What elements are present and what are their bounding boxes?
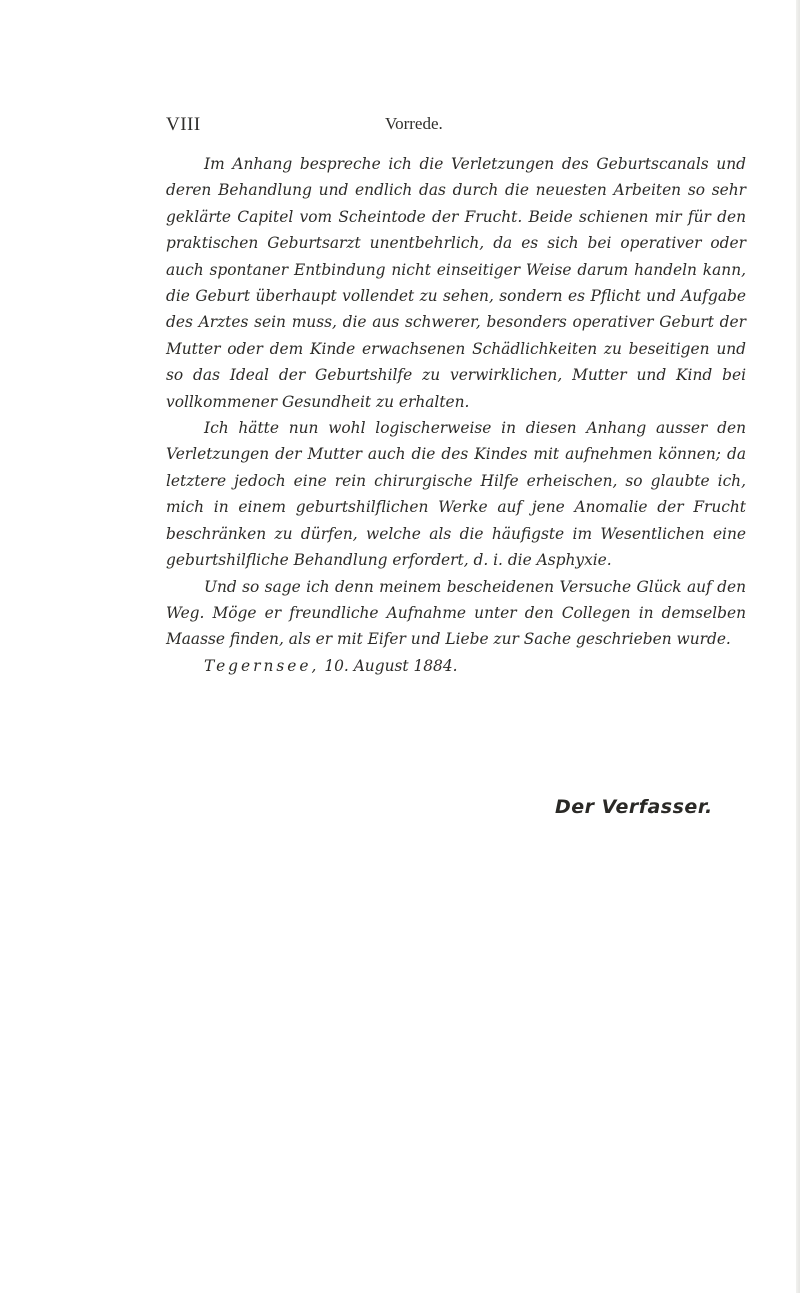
paragraph-1: Im Anhang bespreche ich die Verletzungen des Geburtscanals und deren Behandlung und endlich das durch die neuesten Arbeiten so sehr geklärte Capitel vom Scheintode der Frucht. Beide schienen mir für den praktischen Geburtsarzt unentbehrlich, da es sich bei operativer oder auch spontaner Entbindung nicht einseitiger Weise darum handeln kann, die Geburt überhaupt vollendet zu sehen, sondern es Pflicht und Aufgabe des Arztes sein muss, die aus schwerer, besonders operativer Geburt der Mutter oder dem Kinde erwachsenen Schädlichkeiten zu beseitigen und so das Ideal der Geburtshilfe zu verwirklichen, Mutter und Kind bei vollkommener Gesundheit zu erhalten. — [166, 155, 746, 411]
paragraph-2: Ich hätte nun wohl logischerweise in diesen Anhang ausser den Verletzungen der Mutter auch die des Kindes mit aufnehmen können; da letztere jedoch eine rein chirurgische Hilfe erheischen, so glaubte ich, mich in einem geburtshilflichen Werke auf jene Anomalie der Frucht beschränken zu dürfen, welche als die häufigste im Wesentlichen eine geburtshilfliche Behandlung erfordert, d. i. die Asphyxie. — [166, 419, 746, 570]
dateline-place: Tegernsee, — [204, 656, 320, 675]
page-edge — [796, 0, 800, 1293]
dateline — [166, 653, 746, 679]
page-header — [166, 114, 766, 140]
paragraph-3: Und so sage ich denn meinem bescheidenen Versuche Glück auf den Weg. Möge er freundliche Aufnahme unter den Collegen in demselben Maasse finden, als er mit Eifer und Liebe zur Sache geschrieben wurde. — [166, 577, 746, 649]
dateline-date: 10. August 1884. — [324, 656, 458, 675]
preface-text — [166, 151, 746, 679]
running-head: Vorrede. — [385, 114, 443, 133]
page-number: VIII — [166, 114, 201, 135]
signature: Der Verfasser. — [555, 796, 713, 818]
